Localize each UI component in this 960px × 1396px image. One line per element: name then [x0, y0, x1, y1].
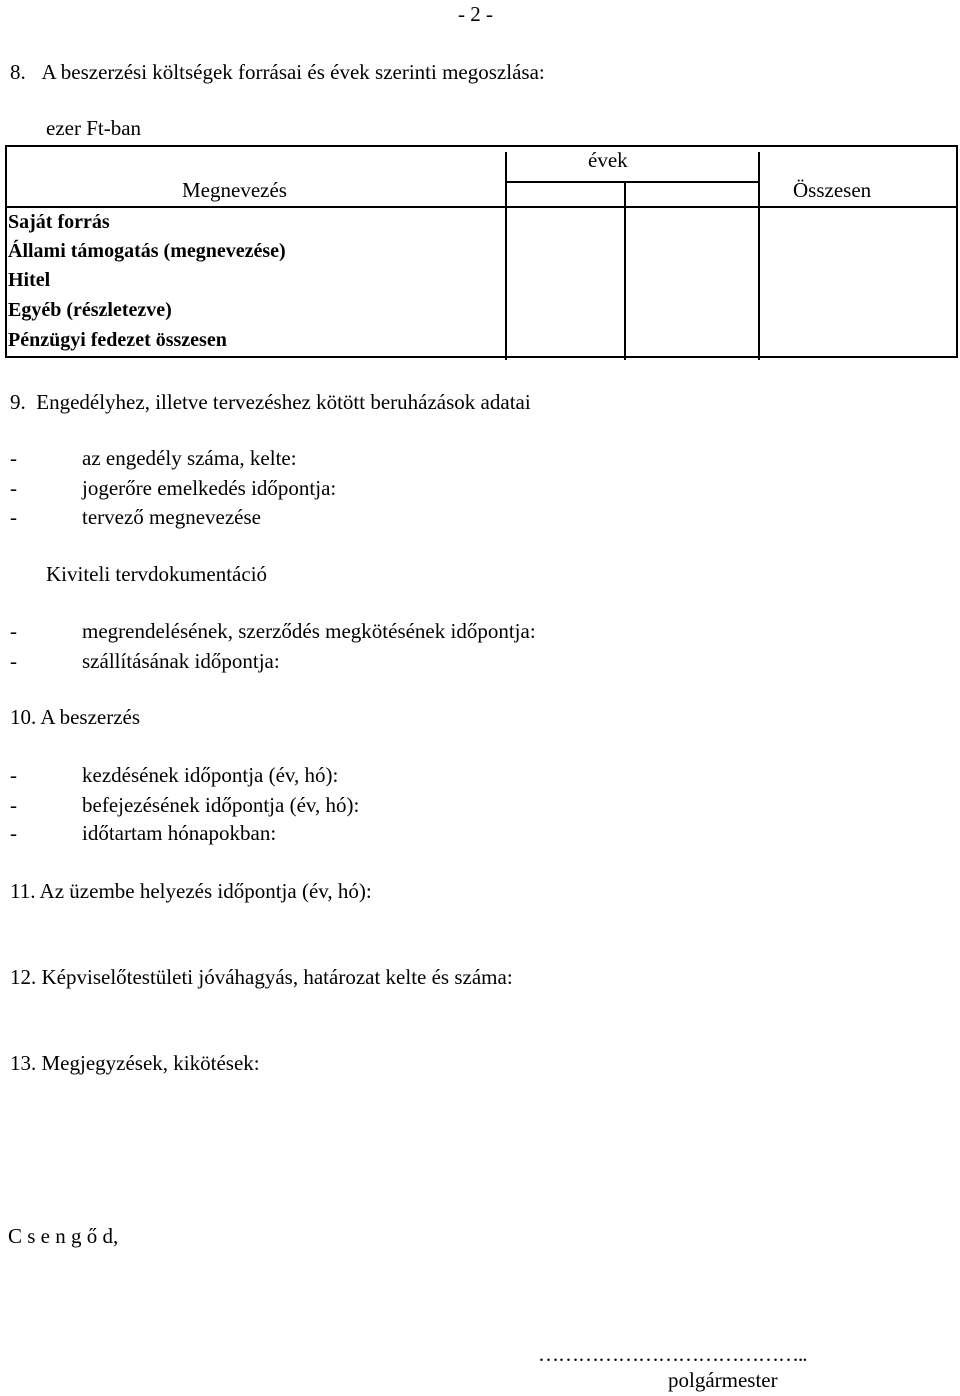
- place-name: C s e n g ő d,: [8, 1224, 119, 1248]
- list-item: [0, 476, 960, 500]
- section-9-title: 9. Engedélyhez, illetve tervezéshez kötött beruházások adatai: [10, 390, 531, 414]
- table-col-divider-year1: [624, 182, 626, 360]
- signature-label: polgármester: [668, 1368, 778, 1392]
- table-header-separator: [5, 206, 958, 208]
- list-item-text: szállításának időpontja:: [82, 649, 280, 673]
- signature-block: [530, 1340, 950, 1396]
- table-years-underline: [505, 181, 758, 183]
- table-row-label: Hitel: [8, 269, 51, 291]
- list-item-text: megrendelésének, szerződés megkötésének időpontja:: [82, 619, 536, 643]
- list-item: [0, 793, 960, 817]
- table-col-divider-total: [758, 152, 760, 360]
- list-item-text: tervező megnevezése: [82, 505, 261, 529]
- list-dash: -: [10, 793, 17, 817]
- list-dash: -: [10, 619, 17, 643]
- table-border-bottom: [5, 356, 958, 358]
- list-dash: -: [10, 446, 17, 470]
- table-header-years: évek: [588, 148, 628, 172]
- section-11-title: 11. Az üzembe helyezés időpontja (év, hó):: [10, 879, 372, 903]
- signature-dots: …………………………………..: [538, 1342, 807, 1366]
- list-item: [0, 446, 960, 470]
- table-header-total: Összesen: [793, 178, 872, 202]
- table-row-label: Állami támogatás (megnevezése): [8, 240, 286, 262]
- table-border-top: [5, 145, 958, 147]
- list-item: [0, 619, 960, 643]
- unit-label: ezer Ft-ban: [46, 116, 142, 140]
- section-13-title: 13. Megjegyzések, kikötések:: [10, 1051, 260, 1075]
- list-item-text: az engedély száma, kelte:: [82, 446, 297, 470]
- list-item-text: időtartam hónapokban:: [82, 821, 277, 845]
- list-item-text: jogerőre emelkedés időpontja:: [82, 476, 337, 500]
- section-12-title: 12. Képviselőtestületi jóváhagyás, határozat kelte és száma:: [10, 965, 513, 989]
- section-8-title: 8. A beszerzési költségek forrásai és évek szerinti megoszlása:: [10, 60, 545, 84]
- list-dash: -: [10, 505, 17, 529]
- table-border-right: [956, 145, 958, 358]
- table-row-label: Saját forrás: [8, 211, 110, 233]
- section-9-subtitle: Kiviteli tervdokumentáció: [46, 562, 268, 586]
- table-header-name: Megnevezés: [182, 178, 287, 202]
- table-border-left: [5, 145, 7, 358]
- section-10-title: 10. A beszerzés: [10, 705, 141, 729]
- table-row-label: Egyéb (részletezve): [8, 299, 172, 321]
- funding-table: [0, 0, 960, 370]
- list-item-text: kezdésének időpontja (év, hó):: [82, 763, 339, 787]
- list-dash: -: [10, 649, 17, 673]
- page-number: - 2 -: [458, 2, 493, 26]
- list-item: [0, 763, 960, 787]
- list-item-text: befejezésének időpontja (év, hó):: [82, 793, 360, 817]
- list-item: [0, 505, 960, 529]
- list-dash: -: [10, 476, 17, 500]
- list-item: [0, 821, 960, 845]
- table-col-divider-name: [505, 152, 507, 360]
- list-dash: -: [10, 821, 17, 845]
- table-row-label: Pénzügyi fedezet összesen: [8, 329, 227, 351]
- list-dash: -: [10, 763, 17, 787]
- list-item: [0, 649, 960, 673]
